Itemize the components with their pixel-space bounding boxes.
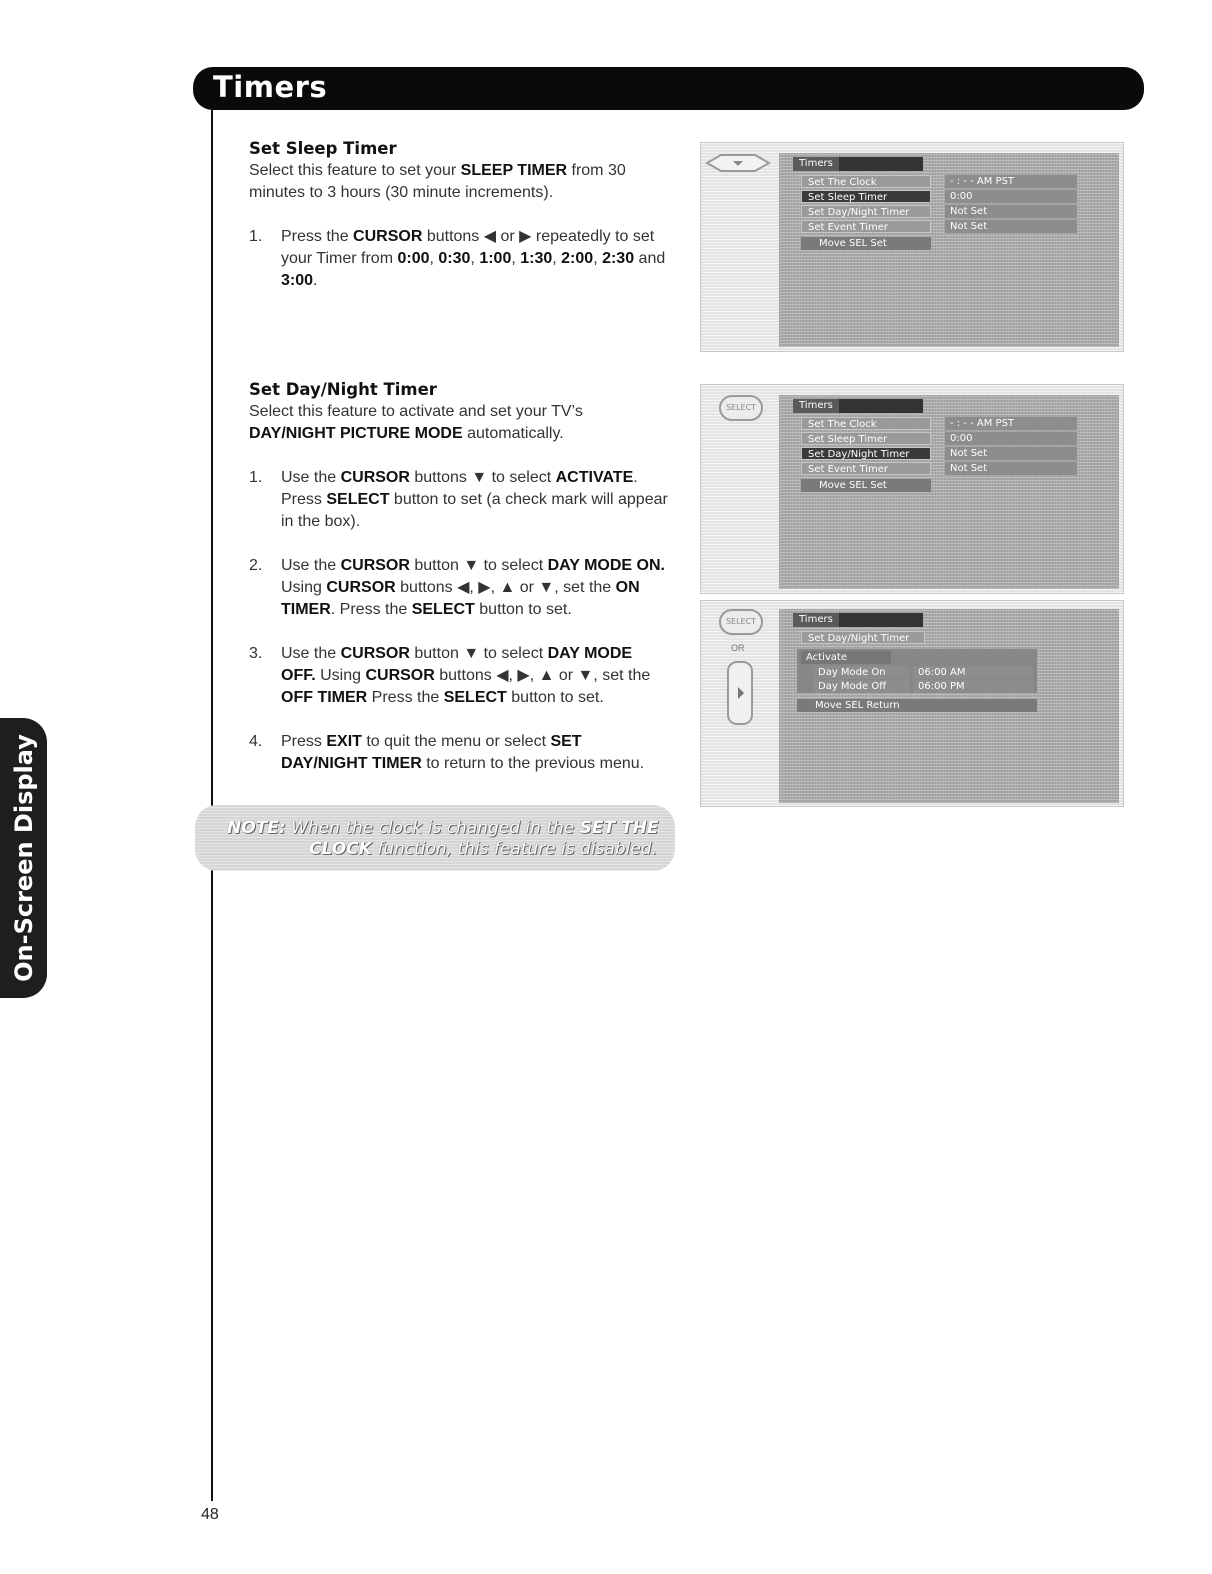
or-label: OR bbox=[731, 643, 745, 653]
screenshot-day-night-submenu bbox=[700, 600, 1124, 807]
menu-value: Not Set bbox=[945, 447, 1077, 460]
tv-screen bbox=[779, 609, 1119, 803]
day-night-step-4: 4. Press EXIT to quit the menu or select SET DAY/NIGHT TIMER to return to the previous menu. bbox=[249, 733, 645, 772]
menu-hint: Move SEL Return bbox=[797, 699, 1037, 712]
cursor-right-button-icon bbox=[727, 661, 753, 725]
menu-value: - : - - AM PST bbox=[945, 417, 1077, 430]
menu-item: Set The Clock bbox=[801, 417, 931, 430]
sleep-timer-section bbox=[249, 138, 669, 292]
menu-item-selected: Set Sleep Timer bbox=[801, 190, 931, 203]
select-button-icon: SELECT bbox=[719, 609, 763, 635]
side-tab-label: On-Screen Display bbox=[9, 734, 38, 982]
tv-screen bbox=[779, 395, 1119, 589]
menu-title: Timers bbox=[793, 157, 839, 171]
sleep-step-1: 1. Press the CURSOR buttons ◀ or ▶ repeatedly to set your Timer from 0:00, 0:30, 1:00, 1:30, 2:00, 2:30 and 3:00. bbox=[249, 228, 666, 289]
day-night-steps bbox=[249, 467, 669, 775]
day-night-step-3: 3. Use the CURSOR button ▼ to select DAY MODE OFF. Using CURSOR buttons ◀, ▶, ▲ or ▼, set the OFF TIMER Press the SELECT button to set. bbox=[249, 645, 651, 706]
day-mode-off-label: Day Mode Off bbox=[813, 680, 909, 693]
day-night-step-1: 1. Use the CURSOR buttons ▼ to select ACTIVATE. Press SELECT button to set (a check mark will appear in the box). bbox=[249, 469, 668, 530]
section-side-tab bbox=[0, 718, 47, 998]
page-number: 48 bbox=[201, 1506, 219, 1523]
menu-title: Timers bbox=[793, 613, 839, 627]
menu-value: - : - - AM PST bbox=[945, 175, 1077, 188]
menu-value: 0:00 bbox=[945, 432, 1077, 445]
note-text: NOTE: When the clock is changed in the SET THE CLOCK function, this feature is disabled. bbox=[227, 818, 659, 859]
screenshot-sleep-timer bbox=[700, 142, 1124, 352]
page-header-bar bbox=[193, 67, 1144, 110]
screenshot-day-night-select bbox=[700, 384, 1124, 594]
sleep-timer-steps bbox=[249, 226, 669, 292]
sleep-timer-intro: Select this feature to set your SLEEP TIMER from 30 minutes to 3 hours (30 minute increments). bbox=[249, 162, 626, 201]
submenu-title: Set Day/Night Timer bbox=[801, 631, 925, 644]
menu-hint: Move SEL Set bbox=[801, 237, 931, 250]
tv-screen bbox=[779, 153, 1119, 347]
day-mode-on-value: 06:00 AM bbox=[913, 666, 1033, 679]
menu-item: Set Event Timer bbox=[801, 220, 931, 233]
day-mode-on-label: Day Mode On bbox=[813, 666, 909, 679]
day-mode-off-value: 06:00 PM bbox=[913, 680, 1033, 693]
menu-value: 0:00 bbox=[945, 190, 1077, 203]
page-title: Timers bbox=[213, 70, 328, 104]
note-box bbox=[195, 805, 675, 871]
menu-value: Not Set bbox=[945, 205, 1077, 218]
select-button-icon: SELECT bbox=[719, 395, 763, 421]
cursor-down-button-icon bbox=[705, 153, 771, 173]
menu-title: Timers bbox=[793, 399, 839, 413]
day-night-heading: Set Day/Night Timer bbox=[249, 380, 437, 399]
day-night-step-2: 2. Use the CURSOR button ▼ to select DAY MODE ON. Using CURSOR buttons ◀, ▶, ▲ or ▼, set the ON TIMER. Press the SELECT button to set. bbox=[249, 557, 665, 618]
menu-item: Set Sleep Timer bbox=[801, 432, 931, 445]
activate-checkbox: Activate bbox=[801, 651, 891, 664]
day-night-intro: Select this feature to activate and set your TV’s DAY/NIGHT PICTURE MODE automatically. bbox=[249, 403, 583, 442]
menu-hint: Move SEL Set bbox=[801, 479, 931, 492]
sleep-timer-heading: Set Sleep Timer bbox=[249, 139, 397, 158]
menu-item-selected: Set Day/Night Timer bbox=[801, 447, 931, 460]
day-night-section bbox=[249, 379, 669, 775]
menu-item: Set Event Timer bbox=[801, 462, 931, 475]
menu-value: Not Set bbox=[945, 462, 1077, 475]
menu-item: Set The Clock bbox=[801, 175, 931, 188]
menu-value: Not Set bbox=[945, 220, 1077, 233]
menu-item: Set Day/Night Timer bbox=[801, 205, 931, 218]
